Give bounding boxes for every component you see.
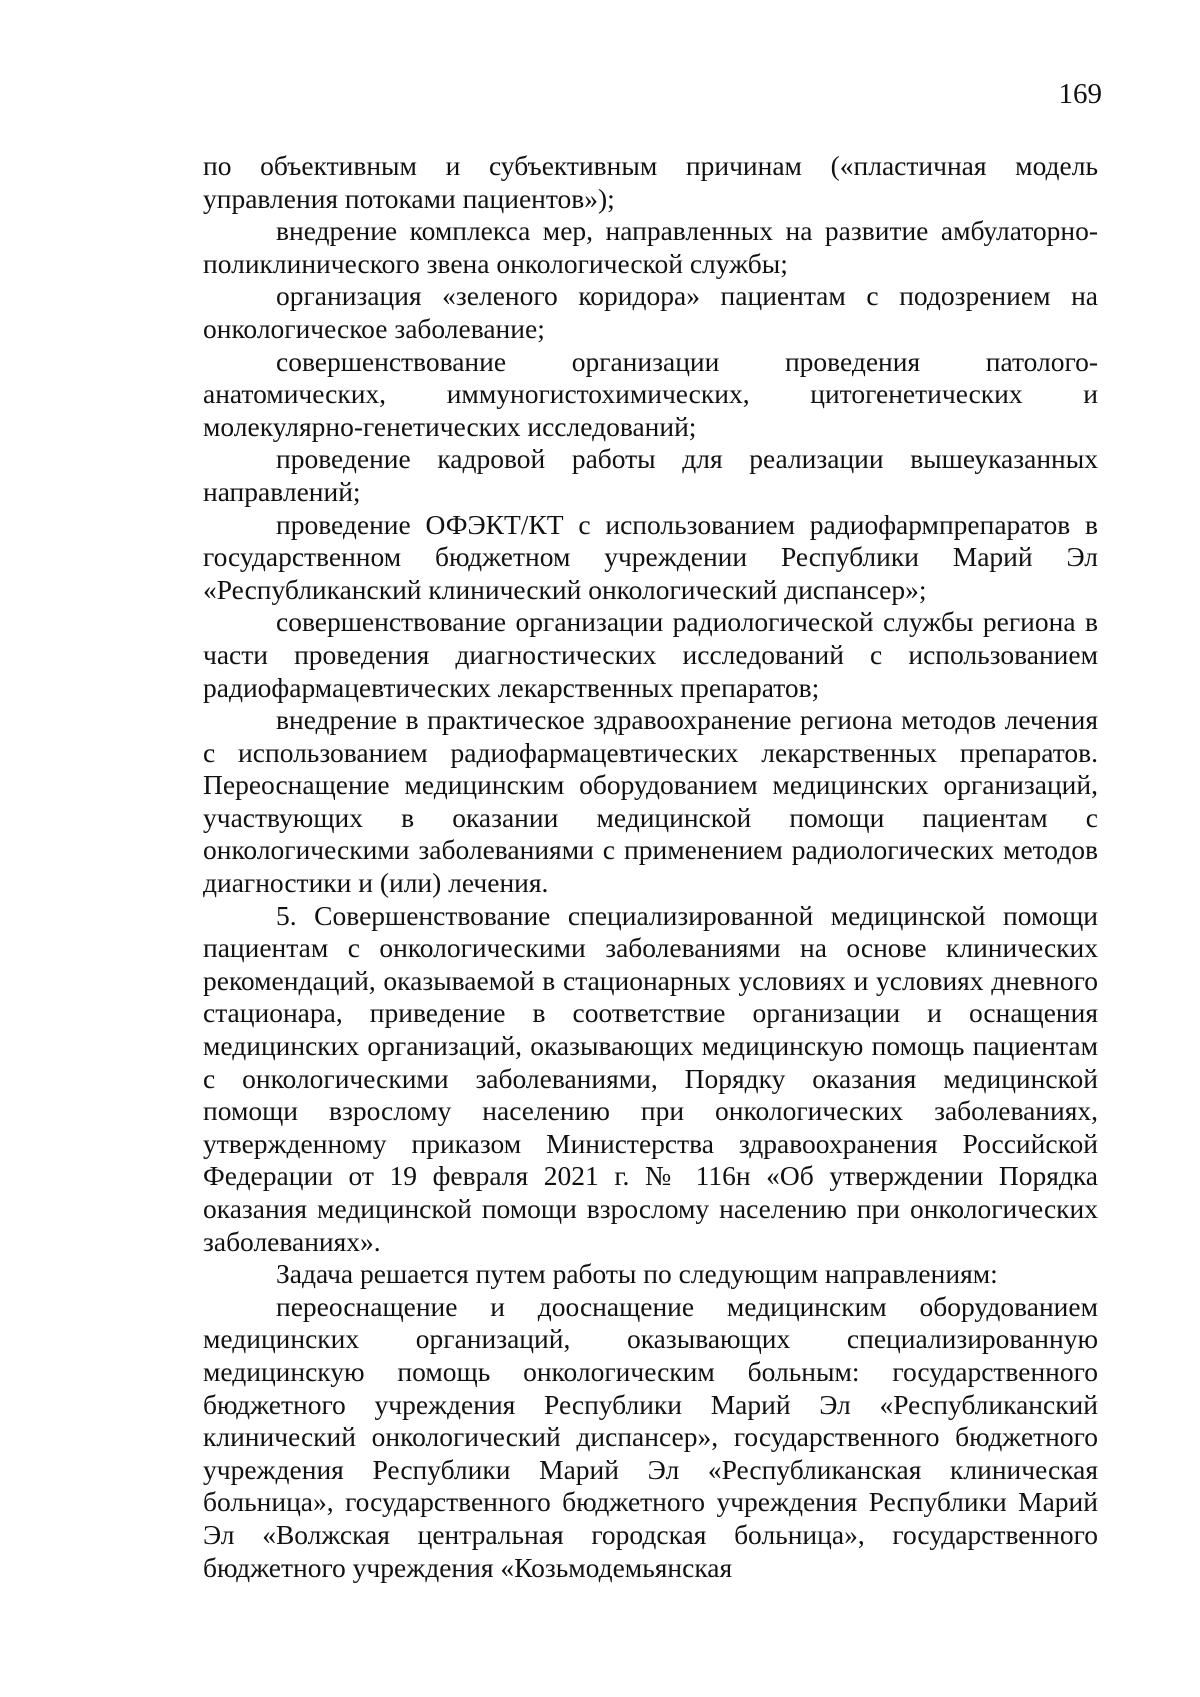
paragraph-continuation: по объективным и субъективным причинам («пластичная модель управления потоками пациентов»); [203,150,1098,214]
document-body [203,150,1098,1584]
paragraph-personnel-work: проведение кадровой работы для реализации вышеуказанных направлений; [203,443,1098,507]
paragraph-pathology-research: совершенствование организации проведения патолого-анатомических, иммуногистохимических, цитогенетических и молекулярно-генетических исследований; [203,345,1098,442]
page-number: 169 [1058,78,1102,110]
paragraph-spect-ct: проведение ОФЭКТ/КТ с использованием радиофармпрепаратов в государственном бюджетном учреждении Республики Марий Эл «Республиканский клинический онкологический диспансер»; [203,508,1098,605]
paragraph-radiology-service: совершенствование организации радиологической службы региона в части проведения диагностических исследований с использованием радиофармацевтических лекарственных препаратов; [203,606,1098,703]
paragraph-green-corridor: организация «зеленого коридора» пациентам с подозрением на онкологическое заболевание; [203,280,1098,344]
paragraph-section-5: 5. Совершенствование специализированной медицинской помощи пациентам с онкологическими заболеваниями на основе клинических рекомендаций, оказываемой в стационарных условиях и условиях дневного стационара, приведение в соответствие организации и оснащения медицинских организаций, оказывающих медицинскую помощь пациентам с онкологическими заболеваниями, Порядку оказания медицинской помощи взрослому населению при онкологических заболеваниях, утвержденному приказом Министерства здравоохранения Российской Федерации от 19 февраля 2021 г. № 116н «Об утверждении Порядка оказания медицинской помощи взрослому населению при онкологических заболеваниях». [203,899,1098,1257]
paragraph-equipment-upgrade: переоснащение и дооснащение медицинским оборудованием медицинских организаций, оказывающих специализированную медицинскую помощь онкологическим больным: государственного бюджетного учреждения Республики Марий Эл «Республиканский клинический онкологический диспансер», государственного бюджетного учреждения Республики Марий Эл «Республиканская клиническая больница», государственного бюджетного учреждения Республики Марий Эл «Волжская центральная городская больница», государственного бюджетного учреждения «Козьмодемьянская [203,1290,1098,1583]
paragraph-ambulatory-care: внедрение комплекса мер, направленных на развитие амбулаторно-поликлинического звена онкологической службы; [203,215,1098,279]
paragraph-radiopharmaceutical-treatment: внедрение в практическое здравоохранение региона методов лечения с использованием радиофармацевтических лекарственных препаратов. Переоснащение медицинским оборудованием медицинских организаций, участвующих в оказании медицинской помощи пациентам с онкологическими заболеваниями с применением радиологических методов диагностики и (или) лечения. [203,704,1098,899]
paragraph-task-directions: Задача решается путем работы по следующим направлениям: [276,1258,998,1290]
